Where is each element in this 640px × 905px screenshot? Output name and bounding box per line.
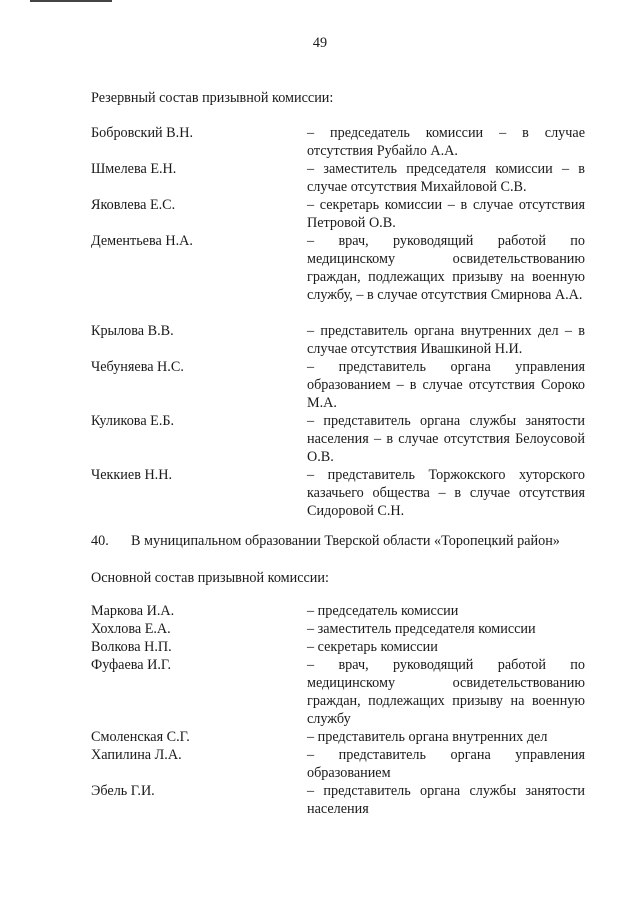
member-role: – представитель Торжокского хуторского казачьего общества – в случае отсутствия Сидоровой С.Н. bbox=[307, 467, 585, 519]
section-number: 40. bbox=[91, 533, 109, 549]
member-name: Волкова Н.П. bbox=[91, 639, 172, 655]
member-name: Шмелева Е.Н. bbox=[91, 161, 177, 177]
member-role: – заместитель председателя комиссии – в случае отсутствия Михайловой С.В. bbox=[307, 161, 585, 195]
member-role: – представитель органа внутренних дел bbox=[307, 729, 548, 745]
reserve-member-row bbox=[91, 322, 585, 358]
main-member-row bbox=[91, 602, 585, 620]
member-name: Бобровский В.Н. bbox=[91, 125, 193, 141]
member-name: Хапилина Л.А. bbox=[91, 747, 182, 763]
section-40-heading bbox=[91, 532, 585, 550]
reserve-member-row bbox=[91, 358, 585, 412]
section-title: В муниципальном образовании Тверской области «Торопецкий район» bbox=[131, 533, 560, 549]
reserve-member-row bbox=[91, 232, 585, 304]
member-name: Смоленская С.Г. bbox=[91, 729, 190, 745]
member-name: Чеккиев Н.Н. bbox=[91, 467, 173, 483]
member-name: Хохлова Е.А. bbox=[91, 621, 171, 637]
member-role: – председатель комиссии – в случае отсутствия Рубайло А.А. bbox=[307, 125, 585, 159]
reserve-member-row bbox=[91, 466, 585, 520]
main-member-row bbox=[91, 620, 585, 638]
member-name: Куликова Е.Б. bbox=[91, 413, 175, 429]
member-role: – представитель органа внутренних дел – в случае отсутствия Ивашкиной Н.И. bbox=[307, 323, 585, 357]
member-role: – представитель органа управления образованием – в случае отсутствия Сороко М.А. bbox=[307, 359, 585, 411]
member-role: – представитель органа службы занятости населения – в случае отсутствия Белоусовой О.В. bbox=[307, 413, 585, 465]
reserve-member-row bbox=[91, 160, 585, 196]
reserve-member-row bbox=[91, 412, 585, 466]
member-role: – врач, руководящий работой по медицинскому освидетельствованию граждан, подлежащих призыву на военную службу bbox=[307, 657, 585, 727]
member-role: – секретарь комиссии bbox=[307, 639, 438, 655]
main-member-row bbox=[91, 656, 585, 728]
member-role: – секретарь комиссии – в случае отсутствия Петровой О.В. bbox=[307, 197, 585, 231]
reserve-member-row bbox=[91, 124, 585, 160]
reserve-member-row bbox=[91, 196, 585, 232]
member-name: Фуфаева И.Г. bbox=[91, 657, 172, 673]
member-name: Маркова И.А. bbox=[91, 603, 175, 619]
top-edge-mark bbox=[30, 0, 112, 2]
member-name: Дементьева Н.А. bbox=[91, 233, 193, 249]
member-role: – представитель органа службы занятости населения bbox=[307, 783, 585, 817]
member-name: Чебуняева Н.С. bbox=[91, 359, 184, 375]
main-member-row bbox=[91, 782, 585, 818]
main-member-row bbox=[91, 638, 585, 656]
member-role: – председатель комиссии bbox=[307, 603, 459, 619]
member-role: – врач, руководящий работой по медицинскому освидетельствованию граждан, подлежащих призыву на военную службу, – в случае отсутствия Смирнова А.А. bbox=[307, 233, 585, 303]
reserve-composition-heading: Резервный состав призывной комиссии: bbox=[91, 90, 334, 106]
member-name: Крылова В.В. bbox=[91, 323, 174, 339]
main-member-row bbox=[91, 728, 585, 746]
page-number: 49 bbox=[312, 35, 328, 51]
member-name: Эбель Г.И. bbox=[91, 783, 155, 799]
member-role: – представитель органа управления образованием bbox=[307, 747, 585, 781]
member-role: – заместитель председателя комиссии bbox=[307, 621, 536, 637]
member-name: Яковлева Е.С. bbox=[91, 197, 176, 213]
main-composition-heading: Основной состав призывной комиссии: bbox=[91, 570, 329, 586]
main-member-row bbox=[91, 746, 585, 782]
